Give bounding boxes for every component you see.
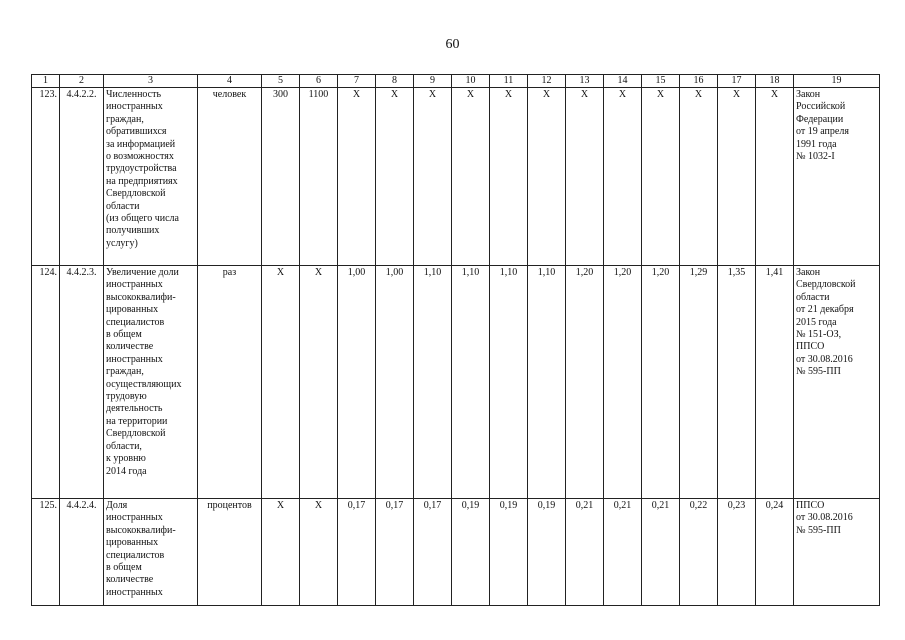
column-header: 10: [452, 75, 490, 88]
row-number: 123.: [32, 88, 60, 266]
table-row: [32, 499, 880, 606]
value-cell: 0,23: [718, 499, 756, 606]
value-cell: 0,19: [528, 499, 566, 606]
value-cell: 1,10: [528, 266, 566, 499]
value-cell: X: [452, 88, 490, 266]
value-cell: X: [262, 499, 300, 606]
value-cell: 1,35: [718, 266, 756, 499]
value-cell: 0,21: [566, 499, 604, 606]
legal-basis: ППСО от 30.08.2016 № 595-ПП: [794, 499, 880, 606]
value-cell: 0,19: [452, 499, 490, 606]
column-header: 16: [680, 75, 718, 88]
value-cell: X: [604, 88, 642, 266]
unit-of-measure: процентов: [198, 499, 262, 606]
column-header: 4: [198, 75, 262, 88]
value-cell: 1,00: [376, 266, 414, 499]
value-cell: 1,20: [604, 266, 642, 499]
value-cell: X: [376, 88, 414, 266]
value-cell: X: [566, 88, 604, 266]
column-header: 9: [414, 75, 452, 88]
column-header: 13: [566, 75, 604, 88]
value-cell: X: [528, 88, 566, 266]
column-header: 8: [376, 75, 414, 88]
value-cell: X: [262, 266, 300, 499]
page-number: 60: [445, 37, 460, 52]
value-cell: X: [300, 499, 338, 606]
column-header: 18: [756, 75, 794, 88]
value-cell: 1,29: [680, 266, 718, 499]
value-cell: 1100: [300, 88, 338, 266]
value-cell: 300: [262, 88, 300, 266]
unit-of-measure: раз: [198, 266, 262, 499]
value-cell: 0,24: [756, 499, 794, 606]
column-header: 15: [642, 75, 680, 88]
value-cell: 0,19: [490, 499, 528, 606]
value-cell: 1,00: [338, 266, 376, 499]
value-cell: 1,10: [414, 266, 452, 499]
value-cell: X: [490, 88, 528, 266]
value-cell: 1,20: [566, 266, 604, 499]
value-cell: 0,21: [604, 499, 642, 606]
value-cell: 0,21: [642, 499, 680, 606]
value-cell: X: [718, 88, 756, 266]
value-cell: 0,22: [680, 499, 718, 606]
indicator-code: 4.4.2.3.: [60, 266, 104, 499]
indicator-code: 4.4.2.2.: [60, 88, 104, 266]
value-cell: X: [414, 88, 452, 266]
row-number: 124.: [32, 266, 60, 499]
value-cell: X: [300, 266, 338, 499]
value-cell: X: [756, 88, 794, 266]
column-header: 11: [490, 75, 528, 88]
value-cell: 1,10: [490, 266, 528, 499]
indicator-name: Доля иностранных высококвалифи- цированных специалистов в общем количестве иностранных: [104, 499, 198, 606]
legal-basis: Закон Российской Федерации от 19 апреля 1991 года № 1032-I: [794, 88, 880, 266]
column-header: 5: [262, 75, 300, 88]
value-cell: X: [642, 88, 680, 266]
table-row: [32, 88, 880, 266]
unit-of-measure: человек: [198, 88, 262, 266]
column-header: 7: [338, 75, 376, 88]
value-cell: 0,17: [338, 499, 376, 606]
column-header: 3: [104, 75, 198, 88]
column-header: 2: [60, 75, 104, 88]
value-cell: 0,17: [414, 499, 452, 606]
value-cell: X: [680, 88, 718, 266]
indicator-name: Увеличение доли иностранных высококвалифи- цированных специалистов в общем количестве иностранных граждан, осуществляющих трудовую деятельность на территории Свердловской области, к уровню 2014 года: [104, 266, 198, 499]
legal-basis: Закон Свердловской области от 21 декабря 2015 года № 151-ОЗ, ППСО от 30.08.2016 № 595-ПП: [794, 266, 880, 499]
column-header: 17: [718, 75, 756, 88]
value-cell: X: [338, 88, 376, 266]
indicator-code: 4.4.2.4.: [60, 499, 104, 606]
value-cell: 1,20: [642, 266, 680, 499]
value-cell: 1,41: [756, 266, 794, 499]
column-header: 12: [528, 75, 566, 88]
column-header: 6: [300, 75, 338, 88]
indicators-table: [31, 74, 880, 606]
column-number-header-row: [32, 75, 880, 88]
indicator-name: Численность иностранных граждан, обратившихся за информацией о возможностях трудоустройства на предприятиях Свердловской области (из общего числа получивших услугу): [104, 88, 198, 266]
column-header: 1: [32, 75, 60, 88]
value-cell: 1,10: [452, 266, 490, 499]
column-header: 19: [794, 75, 880, 88]
row-number: 125.: [32, 499, 60, 606]
column-header: 14: [604, 75, 642, 88]
table-row: [32, 266, 880, 499]
value-cell: 0,17: [376, 499, 414, 606]
